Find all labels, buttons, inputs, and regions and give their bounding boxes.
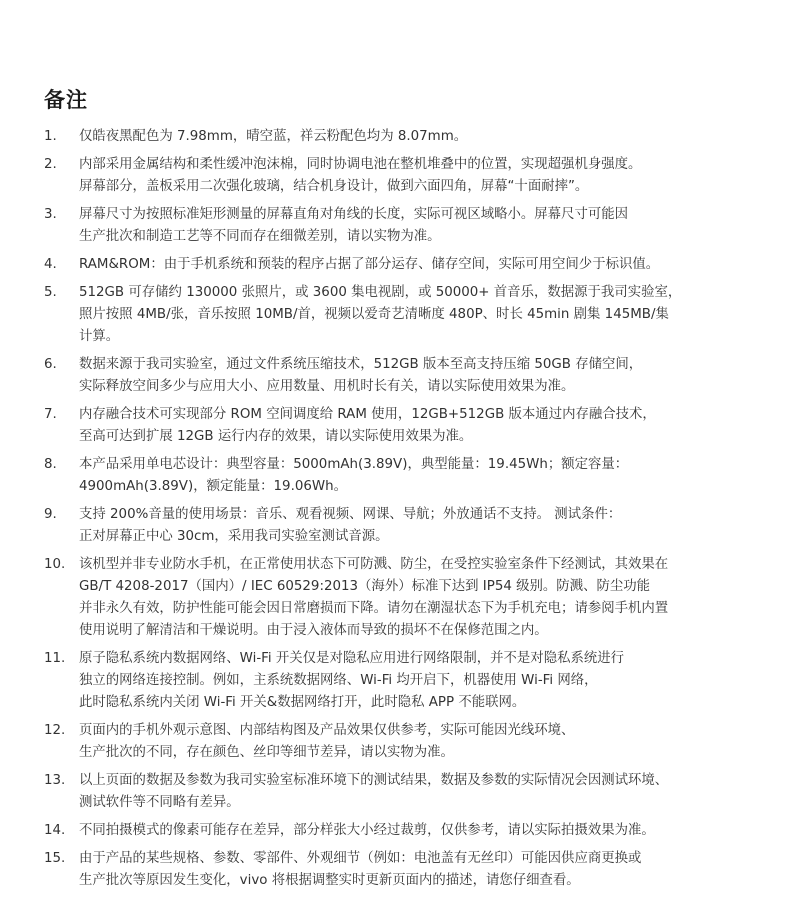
note-number: 4. bbox=[44, 257, 57, 272]
note-item bbox=[44, 404, 754, 448]
notes-list bbox=[44, 126, 754, 898]
note-number: 14. bbox=[44, 823, 66, 838]
note-text-line: 仅皓夜黑配色为 7.98mm，晴空蓝，祥云粉配色均为 8.07mm。 bbox=[79, 129, 468, 144]
note-text-line: 数据来源于我司实验室，通过文件系统压缩技术，512GB 版本至高支持压缩 50GB 存储空间， bbox=[79, 357, 643, 372]
note-item bbox=[44, 848, 754, 892]
note-item bbox=[44, 454, 754, 498]
note-text-line: 生产批次的不同，存在颜色、丝印等细节差异，请以实物为准。 bbox=[79, 745, 454, 760]
note-item bbox=[44, 504, 754, 548]
note-text-line: 并非永久有效，防护性能可能会因日常磨损而下降。请勿在潮湿状态下为手机充电；请参阅手机内置 bbox=[79, 601, 669, 616]
note-item bbox=[44, 354, 754, 398]
note-number: 6. bbox=[44, 357, 57, 372]
note-text-line: 以上页面的数据及参数为我司实验室标准环境下的测试结果，数据及参数的实际情况会因测试环境、 bbox=[79, 773, 669, 788]
note-text-line: 屏幕部分，盖板采用二次强化玻璃，结合机身设计，做到六面四角，屏幕“十面耐摔”。 bbox=[79, 179, 589, 194]
note-text-line: RAM&ROM：由于手机系统和预装的程序占据了部分运存、储存空间，实际可用空间少于标识值。 bbox=[79, 257, 660, 272]
note-item bbox=[44, 648, 754, 714]
note-item bbox=[44, 282, 754, 348]
note-text-line: 由于产品的某些规格、参数、零部件、外观细节（例如：电池盖有无丝印）可能因供应商更换或 bbox=[79, 851, 642, 866]
note-text-line: 测试软件等不同略有差异。 bbox=[79, 795, 240, 810]
note-text-line: 独立的网络连接控制。例如，主系统数据网络、Wi-Fi 均开启下，机器使用 Wi-Fi 网络， bbox=[79, 673, 598, 688]
note-text-line: 支持 200%音量的使用场景：音乐、观看视频、网课、导航；外放通话不支持。 测试条件： bbox=[79, 507, 622, 522]
note-text-line: 此时隐私系统内关闭 Wi-Fi 开关&数据网络打开，此时隐私 APP 不能联网。 bbox=[79, 695, 526, 710]
note-item bbox=[44, 204, 754, 248]
note-text-line: 页面内的手机外观示意图、内部结构图及产品效果仅供参考，实际可能因光线环境、 bbox=[79, 723, 575, 738]
note-text-line: 原子隐私系统内数据网络、Wi-Fi 开关仅是对隐私应用进行网络限制，并不是对隐私系统进行 bbox=[79, 651, 625, 666]
note-text-line: 该机型并非专业防水手机，在正常使用状态下可防溅、防尘，在受控实验室条件下经测试，其效果在 bbox=[79, 557, 669, 572]
note-text-line: 生产批次和制造工艺等不同而存在细微差别，请以实物为准。 bbox=[79, 229, 441, 244]
note-number: 2. bbox=[44, 157, 57, 172]
note-text-line: 内存融合技术可实现部分 ROM 空间调度给 RAM 使用，12GB+512GB 版本通过内存融合技术， bbox=[79, 407, 656, 422]
notes-title: 备注 bbox=[44, 88, 88, 112]
note-item bbox=[44, 720, 754, 764]
note-number: 15. bbox=[44, 851, 66, 866]
note-number: 13. bbox=[44, 773, 66, 788]
note-number: 1. bbox=[44, 129, 57, 144]
note-number: 8. bbox=[44, 457, 57, 472]
note-text-line: 使用说明了解清洁和干燥说明。由于浸入液体而导致的损坏不在保修范围之内。 bbox=[79, 623, 548, 638]
note-text-line: 正对屏幕正中心 30cm，采用我司实验室测试音源。 bbox=[79, 529, 389, 544]
note-item bbox=[44, 254, 754, 276]
note-text-line: 生产批次等原因发生变化，vivo 将根据调整实时更新页面内的描述，请您仔细查看。 bbox=[79, 873, 580, 888]
note-number: 10. bbox=[44, 557, 66, 572]
note-text-line: 屏幕尺寸为按照标准矩形测量的屏幕直角对角线的长度，实际可视区域略小。屏幕尺寸可能因 bbox=[79, 207, 629, 222]
note-number: 7. bbox=[44, 407, 57, 422]
note-item bbox=[44, 820, 754, 842]
note-number: 9. bbox=[44, 507, 57, 522]
note-number: 11. bbox=[44, 651, 66, 666]
note-text-line: 本产品采用单电芯设计：典型容量：5000mAh(3.89V)，典型能量：19.45Wh；额定容量： bbox=[79, 457, 629, 472]
note-text-line: 4900mAh(3.89V)，额定能量：19.06Wh。 bbox=[79, 479, 347, 494]
note-item bbox=[44, 554, 754, 642]
note-number: 5. bbox=[44, 285, 57, 300]
note-text-line: 至高可达到扩展 12GB 运行内存的效果，请以实际使用效果为准。 bbox=[79, 429, 473, 444]
note-item bbox=[44, 154, 754, 198]
note-text-line: GB/T 4208-2017（国内）/ IEC 60529:2013（海外）标准下达到 IP54 级别。防溅、防尘功能 bbox=[79, 579, 651, 594]
note-text-line: 512GB 可存储约 130000 张照片，或 3600 集电视剧，或 50000+ 首音乐，数据源于我司实验室， bbox=[79, 285, 682, 300]
note-text-line: 照片按照 4MB/张，音乐按照 10MB/首，视频以爱奇艺清晰度 480P、时长 45min 剧集 145MB/集 bbox=[79, 307, 669, 322]
note-item bbox=[44, 126, 754, 148]
note-text-line: 内部采用金属结构和柔性缓冲泡沫棉，同时协调电池在整机堆叠中的位置，实现超强机身强度。 bbox=[79, 157, 642, 172]
note-number: 3. bbox=[44, 207, 57, 222]
note-item bbox=[44, 770, 754, 814]
note-text-line: 不同拍摄模式的像素可能存在差异，部分样张大小经过裁剪，仅供参考，请以实际拍摄效果为准。 bbox=[79, 823, 655, 838]
note-number: 12. bbox=[44, 723, 66, 738]
note-text-line: 实际释放空间多少与应用大小、应用数量、用机时长有关，请以实际使用效果为准。 bbox=[79, 379, 575, 394]
note-text-line: 计算。 bbox=[79, 329, 120, 344]
